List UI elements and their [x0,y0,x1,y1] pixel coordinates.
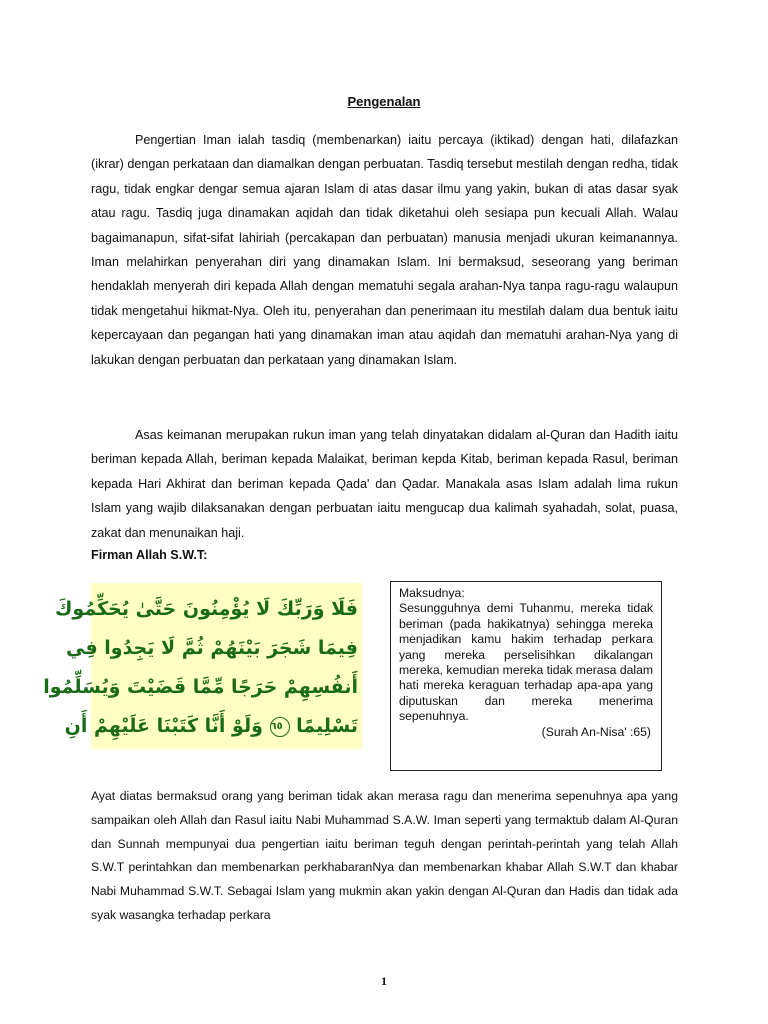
quran-verse-line: أَنفُسِهِمْ حَرَجًا مِّمَّا قَضَيْتَ وَيُسَلِّمُوا [43,676,358,698]
meaning-heading: Maksudnya: [399,586,465,600]
paragraph-definition-of-iman [91,128,678,372]
quran-verse-line: فَلَا وَرَبِّكَ لَا يُؤْمِنُونَ حَتَّىٰ يُحَكِّمُوكَ [55,598,358,620]
quran-verse-line: فِيمَا شَجَرَ بَيْنَهُمْ ثُمَّ لَا يَجِدُوا فِي [65,637,358,659]
section-title: Pengenalan [347,94,421,109]
surah-reference: (Surah An-Nisa' :65) [541,724,651,739]
quran-verse-line [64,708,358,744]
page-number: 1 [381,974,387,988]
quran-verse-word: وَلَوْ أَنَّا كَتَبْنَا عَلَيْهِمْ أَنِ [64,715,263,737]
paragraph-verse-explanation: Ayat diatas bermaksud orang yang beriman tidak akan merasa ragu dan menerima sepenuhnya apa yang sampaikan oleh Allah dan Rasul iaitu Nabi Muhammad S.A.W. Iman seperti yang termaktub dalam Al-Quran dan Sunnah mempunyai dua pengertian iaitu beriman teguh dengan perintah-perintah yang telah Allah S.W.T perintahkan dan membenarkan perkhabaranNya dan membenarkan khabar Allah S.W.T dan khabar Nabi Muhammad S.W.T. Sebagai Islam yang mukmin akan yakin dengan Al-Quran dan Hadis dan tidak ada syak wasangka terhadap perkara [91,789,678,922]
ayah-number-marker: ٦٥ [270,717,290,737]
verse-meaning-box [390,581,662,771]
meaning-text: Sesungguhnya demi Tuhanmu, mereka tidak beriman (pada hakikatnya) sehingga mereka menjadikan kamu hakim terhadap perkara yang mereka perselisihkan dikalangan mereka, kemudian mereka tidak merasa dalam hati mereka keraguan terhadap apa-apa yang diputuskan dan mereka menerima sepenuhnya. [399,601,654,724]
quran-verse-word: تَسْلِيمًا [296,715,358,737]
paragraph-pillars-of-faith [91,423,678,545]
paragraph-text: Pengertian Iman ialah tasdiq (membenarkan) iaitu percaya (iktikad) dengan hati, dilafazkan (ikrar) dengan perkataan dan diamalkan dengan perbuatan. Tasdiq tersebut mestilah dengan redha, tidak ragu, tidak engkar dengar semua ajaran Islam di atas dasar ilmu yang yakin, bukan di atas dasar syak atau ragu. Tasdiq juga dinamakan aqidah dan tidak diketahui oleh sesiapa pun kecuali Allah. Walau bagaimanapun, sifat-sifat lahiriah (percakapan dan perbuatan) manusia menjadi ukuran keimanannya. Iman melahirkan penyerahan diri yang dinamakan Islam. Ini bermaksud, seseorang yang beriman hendaklah menyerah diri kepada Allah dengan mematuhi segala arahan-Nya tanpa ragu-ragu walaupun tidak mengetahui hikmat-Nya. Oleh itu, penyerahan dan penerimaan itu mestilah dalam dua bentuk iaitu kepercayaan dan pegangan hati yang dinamakan iman atau aqidah dan mematuhi arahan-Nya yang di lakukan dengan perbuatan dan perkataan yang dinamakan Islam. [91,133,678,367]
firman-heading: Firman Allah S.W.T: [91,548,208,562]
quran-verse-image [43,583,362,749]
paragraph-text: Asas keimanan merupakan rukun iman yang telah dinyatakan didalam al-Quran dan Hadith iaitu beriman kepada Allah, beriman kepada Malaikat, beriman kepda Kitab, beriman kepada Rasul, beriman kepada Hari Akhirat dan beriman kepada Qada' dan Qadar. Manakala asas Islam adalah lima rukun Islam yang wajib dilaksanakan dengan perbuatan iaitu mengucap dua kalimah syahadah, solat, puasa, zakat dan menunaikan haji. [91,428,678,540]
